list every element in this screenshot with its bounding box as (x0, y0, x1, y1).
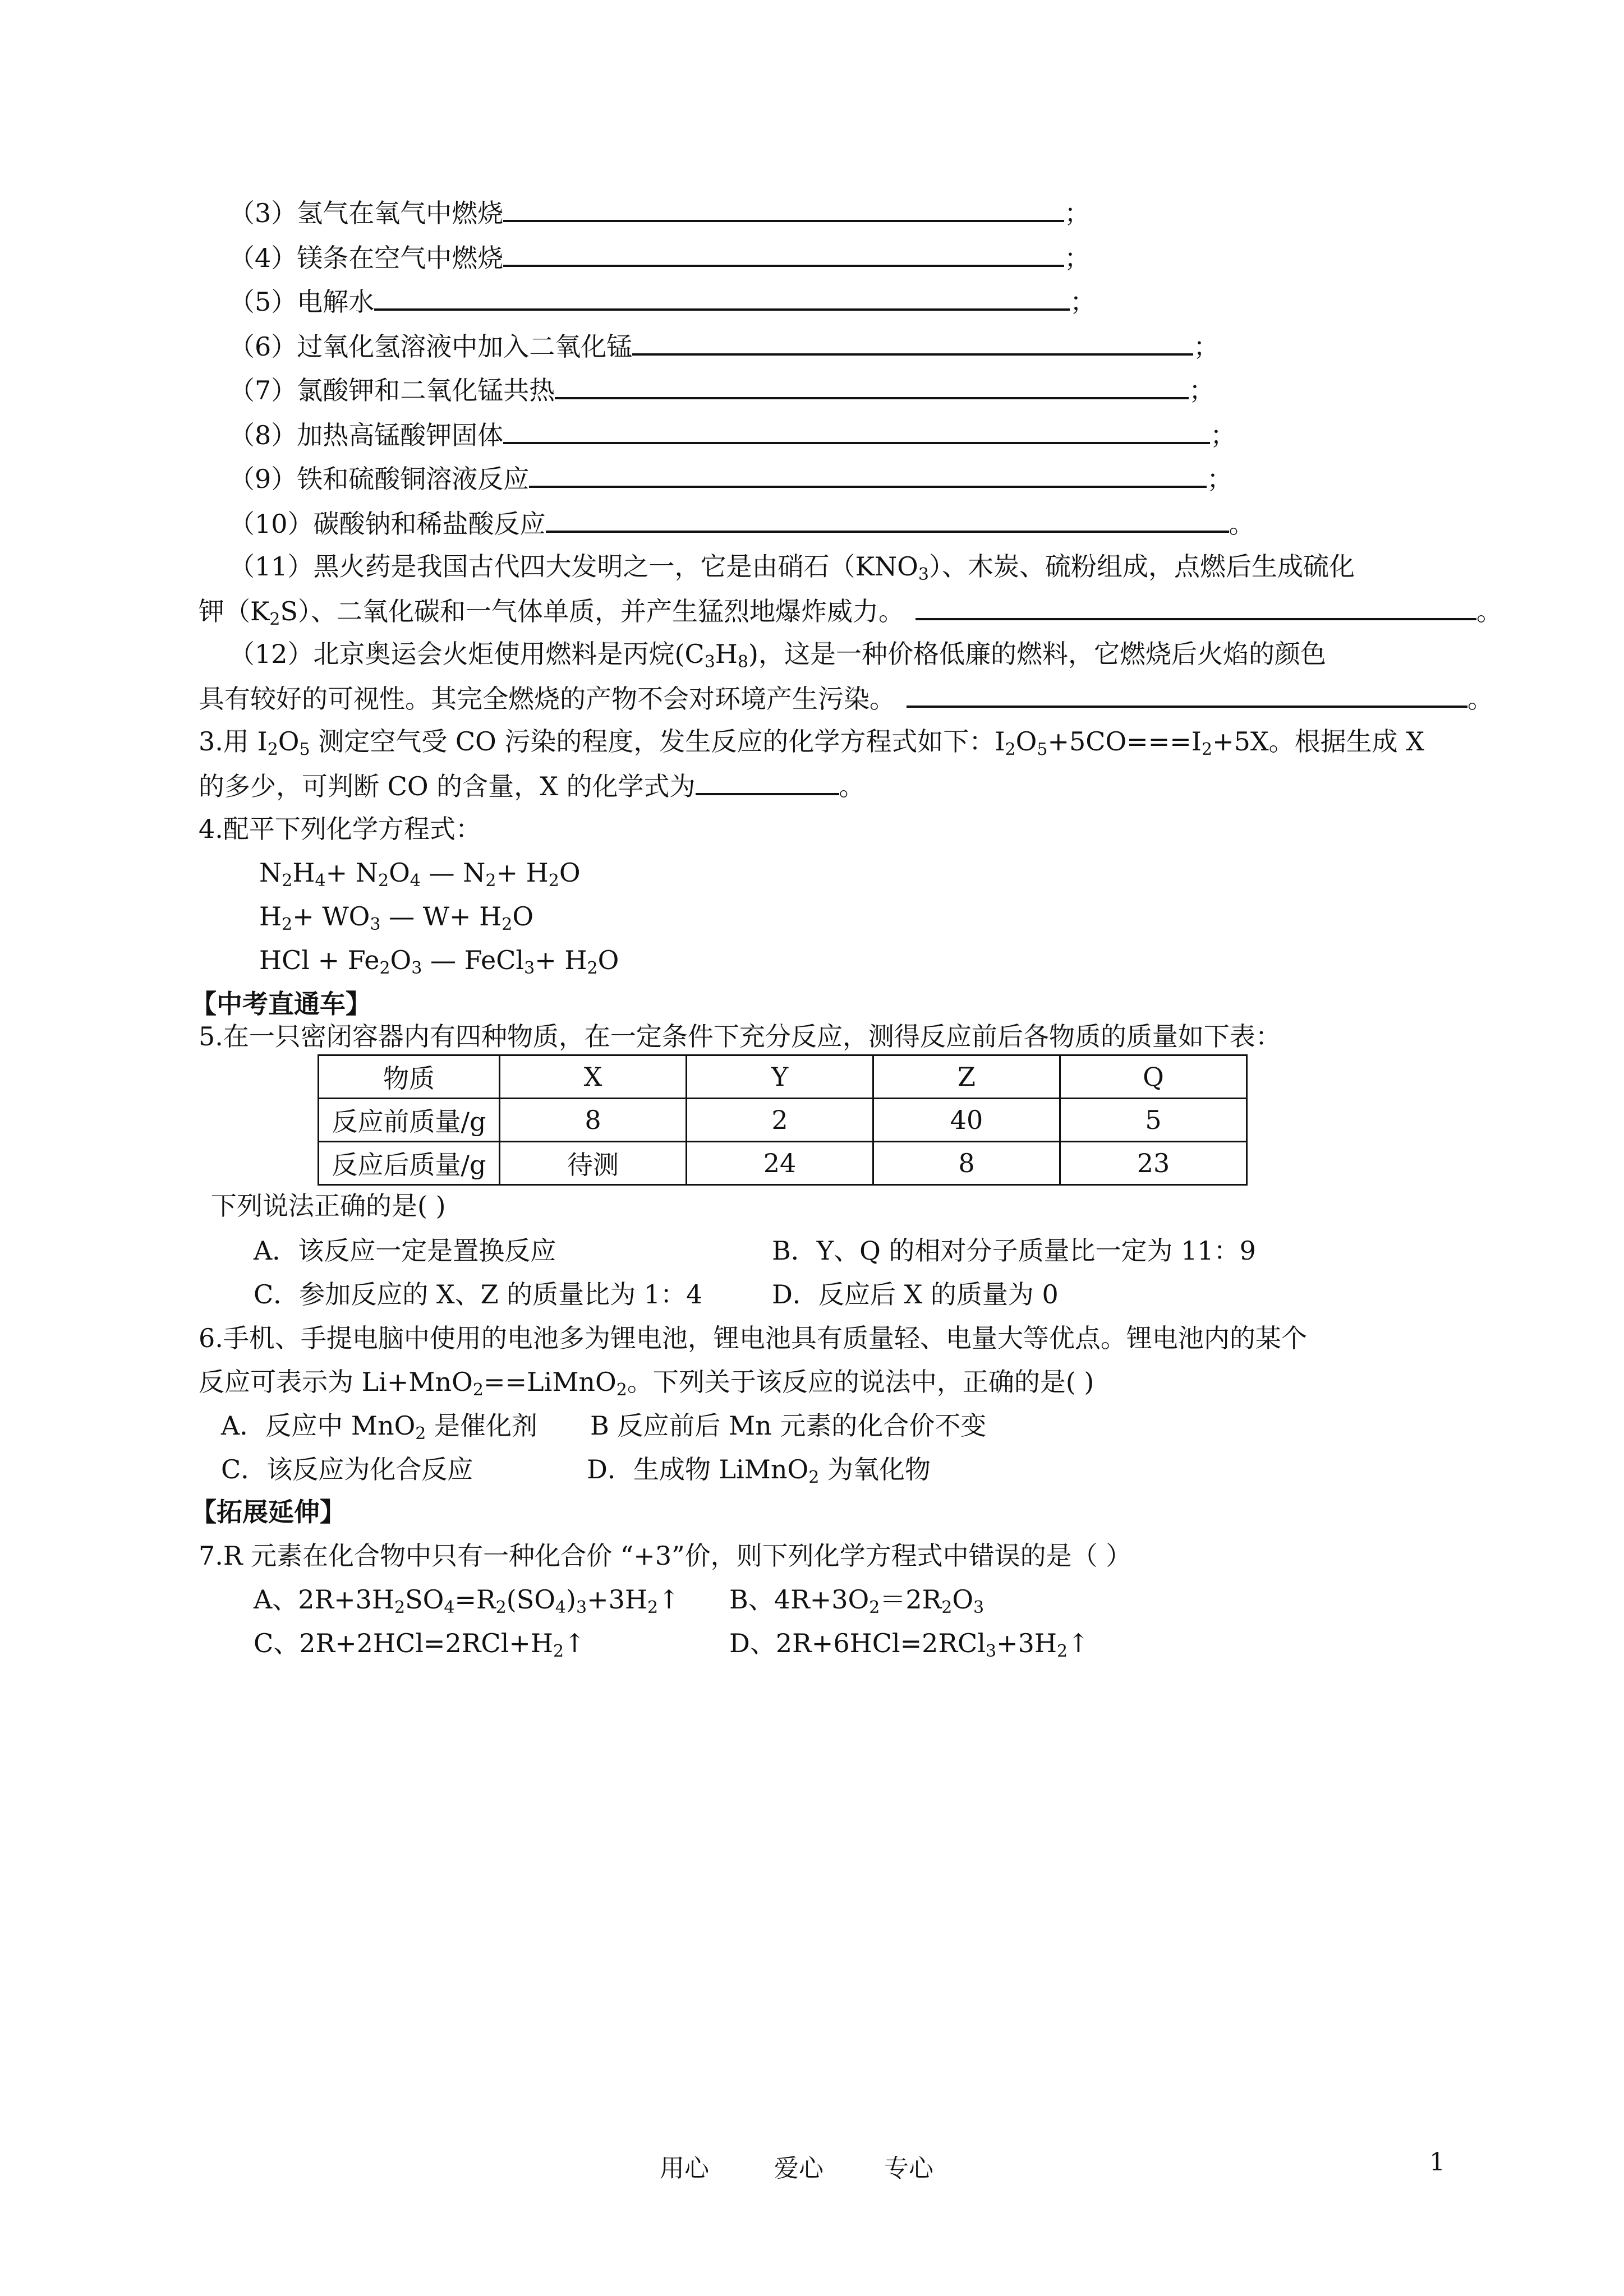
q5-stem: 5.在一只密闭容器内有四种物质，在一定条件下充分反应，测得反应前后各物质的质量如下表： (199, 1021, 1281, 1052)
table-cell: 8 (500, 1099, 687, 1142)
page-number: 1 (1429, 2148, 1445, 2177)
q4-title: 4.配平下列化学方程式： (199, 814, 481, 844)
q4-equation-2: $H_2+ WO_3$ — $W+ H_2O$ (259, 901, 534, 934)
section-heading-zhongkao: 【中考直通车】 (191, 989, 371, 1019)
q4-equation-1: $N_2H_4+ N_2O_4$ — $N_2+ H_2O$ (259, 857, 581, 891)
q2-item-5: （5）电解水 ； (229, 284, 1096, 319)
table-cell: X (500, 1055, 687, 1099)
table-cell: 反应后质量/g (319, 1142, 500, 1185)
q5-mass-table (318, 1054, 1248, 1186)
q3-line2: 的多少，可判断 CO 的含量，X 的化学式为 。 (199, 768, 865, 803)
q6-option-c[interactable]: C．该反应为化合反应 (221, 1454, 473, 1484)
q2-item-6: （6）过氧化氢溶液中加入二氧化锰 ； (229, 329, 1219, 363)
table-cell: 23 (1060, 1142, 1247, 1185)
q2-item-4: （4）镁条在空气中燃烧 ； (229, 240, 1090, 275)
table-row (319, 1099, 1247, 1142)
q2-item-9: （9）铁和硫酸铜溶液反应 ； (229, 461, 1232, 496)
table-cell: Z (873, 1055, 1060, 1099)
q7-stem: 7.R 元素在化合物中只有一种化合价 “+3”价，则下列化学方程式中错误的是（ ） (199, 1541, 1132, 1571)
q5-option-c[interactable]: C．参加反应的 X、Z 的质量比为 1：4 (254, 1279, 703, 1310)
q2-item-12-line2: 具有较好的可视性。其完全燃烧的产物不会对环境产生污染。 。 (199, 681, 1493, 716)
q7-option-c[interactable]: C、$2R+2HCl=2RCl+H_2↑$ (254, 1628, 586, 1661)
q7-option-b[interactable]: B、$4R+3O_2=2R_2O_3$ (729, 1584, 984, 1617)
section-heading-extension: 【拓展延伸】 (191, 1497, 346, 1527)
footer-word: 爱心 (774, 2154, 823, 2183)
q6-line2: 反应可表示为 Li+MnO$_2$==LiMnO$_2$。下列关于该反应的说法中，正确的是( ) (199, 1367, 1094, 1400)
table-cell: Y (687, 1055, 873, 1099)
q6-line1: 6.手机、手提电脑中使用的电池多为锂电池，锂电池具有质量轻、电量大等优点。锂电池内的某个 (199, 1323, 1307, 1353)
q2-item-3: （3）氢气在氧气中燃烧 ； (229, 195, 1090, 230)
table-cell: 物质 (319, 1055, 500, 1099)
q5-prompt: 下列说法正确的是( ) (211, 1191, 446, 1221)
footer-word: 专心 (884, 2154, 933, 2183)
table-cell: 待测 (500, 1142, 687, 1185)
answer-blank[interactable] (632, 329, 1193, 356)
q5-option-b[interactable]: B．Y、Q 的相对分子质量比一定为 11：9 (772, 1235, 1256, 1266)
q7-option-a[interactable]: A、$2R+3H_2SO_4=R_2(SO_4)_3+3H_2↑$ (254, 1584, 680, 1617)
q2-item-11-line2: 钾$(K_2S)$、二氧化碳和一气体单质，并产生猛烈地爆炸威力。 。 (199, 593, 1502, 628)
table-cell: 反应前质量/g (319, 1099, 500, 1142)
q2-item-8: （8）加热高锰酸钾固体 ； (229, 417, 1236, 452)
table-cell: 5 (1060, 1099, 1247, 1142)
q2-item-10: （10）碳酸钠和稀盐酸反应 。 (229, 506, 1255, 541)
q5-option-d[interactable]: D．反应后 X 的质量为 0 (772, 1279, 1059, 1310)
q7-option-d[interactable]: D、$2R+6HCl=2RCl_3+3H_2↑$ (729, 1628, 1089, 1661)
q2-item-7: （7）氯酸钾和二氧化锰共热 ； (229, 372, 1214, 407)
table-cell: 40 (873, 1099, 1060, 1142)
answer-blank[interactable] (503, 195, 1064, 222)
q6-option-d[interactable]: D．生成物 LiMnO$_2$ 为氧化物 (587, 1454, 931, 1487)
table-cell: 8 (873, 1142, 1060, 1185)
table-row (319, 1142, 1247, 1185)
footer-word: 用心 (660, 2154, 709, 2183)
answer-blank[interactable] (503, 240, 1064, 267)
answer-blank[interactable] (915, 593, 1476, 620)
answer-blank[interactable] (503, 417, 1210, 444)
answer-blank[interactable] (374, 284, 1070, 311)
q5-option-a[interactable]: A．该反应一定是置换反应 (254, 1235, 556, 1266)
q3-line1: 3.用 $I_2O_5$ 测定空气受 CO 污染的程度，发生反应的化学方程式如下：$I_2O_5+5CO===I_2+5X$。根据生成 X (199, 726, 1425, 759)
q6-option-b[interactable]: B 反应前后 Mn 元素的化合价不变 (590, 1410, 987, 1441)
table-cell: 2 (687, 1099, 873, 1142)
q2-item-12-line1: （12）北京奥运会火炬使用燃料是丙烷$(C_3H_8)$，这是一种价格低廉的燃料，它燃烧后火焰的颜色 (229, 639, 1326, 672)
answer-blank[interactable] (529, 461, 1207, 488)
answer-blank[interactable] (546, 506, 1229, 533)
answer-blank[interactable] (907, 681, 1467, 708)
table-cell: 24 (687, 1142, 873, 1185)
q2-item-11-line1: （11）黑火药是我国古代四大发明之一，它是由硝石$(KNO_3)$、木炭、硫粉组成，点燃后生成硫化 (229, 551, 1355, 584)
q6-option-a[interactable]: A．反应中 MnO$_2$ 是催化剂 (221, 1410, 537, 1444)
answer-blank[interactable] (696, 768, 839, 795)
answer-blank[interactable] (555, 372, 1189, 399)
table-cell: Q (1060, 1055, 1247, 1099)
table-header-row (319, 1055, 1247, 1099)
q4-equation-3: HCl + $Fe_2O_3$ — FeCl$_3$+ $H_2O$ (259, 945, 619, 978)
